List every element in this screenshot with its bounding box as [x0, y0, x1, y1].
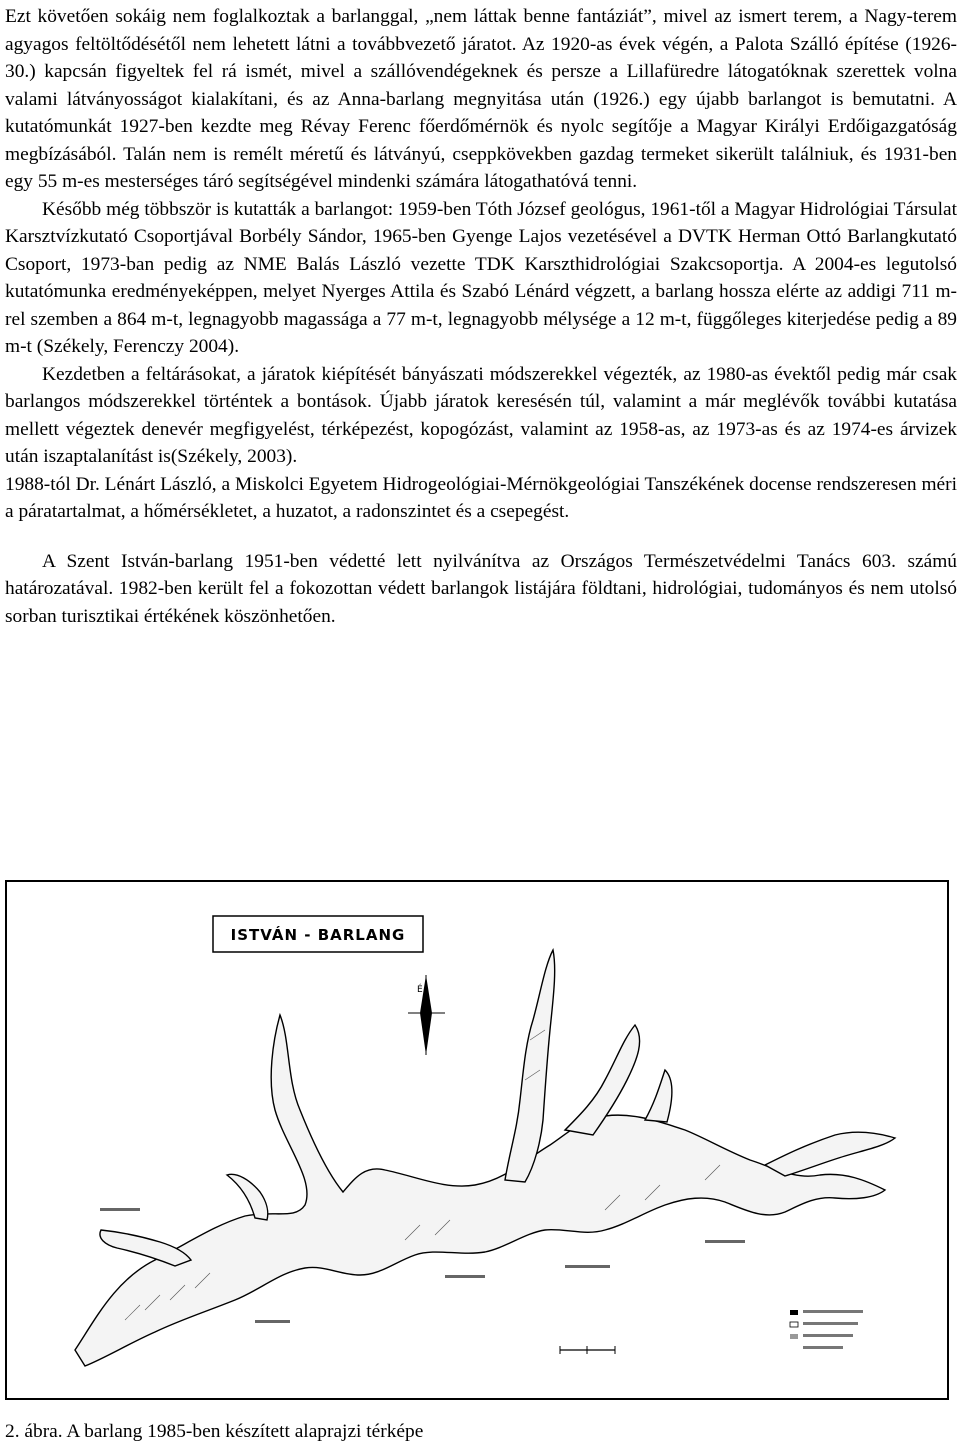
- paragraph-protection: A Szent István-barlang 1951-ben védetté lett nyilvánítva az Országos Természetvédelmi Tanács 603. számú határozatával. 1982-ben került fel a fokozottan védett barlangok listájára földtani, hidrológiai, tudományos és nem utolsó sorban turisztikai értékének köszönhetően.: [5, 550, 957, 627]
- svg-text:É: É: [417, 985, 423, 995]
- paragraph-lenart-measurements: 1988-tól Dr. Lénárt László, a Miskolci Egyetem Hidrogeológiai-Mérnökgeológiai Tanszékének docense rendszeresen méri a páratartalmat, a hőmérsékletet, a huzatot, a radonszintet és a csepegést.: [5, 473, 957, 522]
- paragraph-history-1920s: Ezt követően sokáig nem foglalkoztak a barlanggal, „nem láttak benne fantáziát”, mivel az ismert terem, a Nagy-terem agyagos feltöltődésétől nem lehetett látni a továbbvezető járatot. Az 1920-as évek végén, a Palota Szálló építése (1926-30.) kapcsán figyeltek fel rá ismét, mivel a szállóvendégeknek és persze a Lillafüredre látogatóknak szerettek volna valami látványosságot kialakítani, és az Anna-barlang megnyitása után (1926.) egy újabb barlangot is bemutatni. A kutatómunkát 1927-ben kezdte meg Révay Ferenc főerdőmérnök és nyolc segítője a Magyar Királyi Erdőigazgatóság megbízásából. Talán nem is remélt méretű és látványú, cseppkövekben gazdag termeket sikerült találniuk, és 1931-ben egy 55 m-es mesterséges táró segítségével mindenki számára látogathatóvá tenni.: [5, 6, 957, 192]
- map-title: ISTVÁN - BARLANG: [230, 926, 406, 944]
- cave-map-drawing: [5, 880, 949, 1400]
- figure-caption: 2. ábra. A barlang 1985-ben készített alaprajzi térképe: [5, 1421, 424, 1442]
- body-text: [5, 3, 957, 630]
- paragraph-methods: Kezdetben a feltárásokat, a járatok kiépítését bányászati módszerekkel végezték, az 1980-as évektől pedig már csak barlangos módszerekkel történtek a bontások. Újabb járatok keresésén túl, valamint a már meglévők további kutatása mellett végeztek denevér megfigyelést, térképezést, kopogózást, valamint az 1958-as, az 1973-as és az 1974-es árvizek után iszaptalanítást is(Székely, 2003).: [5, 363, 957, 467]
- cave-map-figure: [5, 880, 949, 1400]
- paragraph-later-research: Később még többször is kutatták a barlangot: 1959-ben Tóth József geológus, 1961-től a Magyar Hidrológiai Társulat Karsztvízkutató Csoportjával Borbély Sándor, 1965-ben Gyenge Lajos vezetésével a DVTK Herman Ottó Barlangkutató Csoport, 1973-ban pedig az NME Balás László vezette TDK Karszthidrológiai Szakcsoportja. A 2004-es legutolsó kutatómunka eredményeképpen, melyet Nyerges Attila és Szabó Lénárd végzett, a barlang hossza elérte az addigi 711 m-rel szemben a 864 m-t, legnagyobb magassága a 77 m-t, legnagyobb mélysége a 12 m-t, függőleges kiterjedése pedig a 89 m-t (Székely, Ferenczy 2004).: [5, 198, 957, 357]
